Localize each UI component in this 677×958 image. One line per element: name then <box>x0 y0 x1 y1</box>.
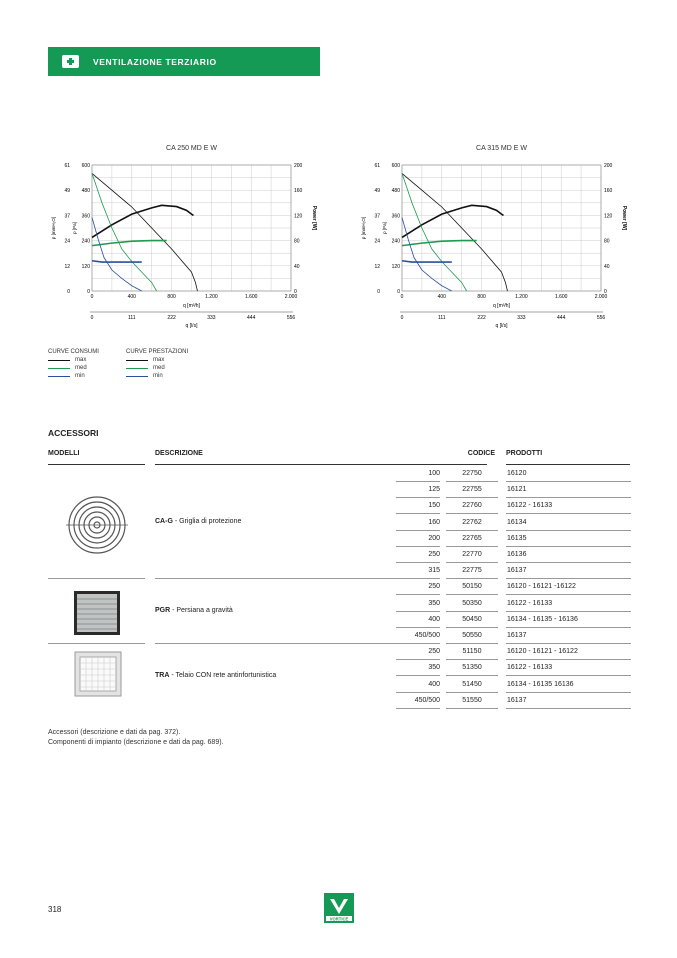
legend-label: max <box>75 357 87 363</box>
power-curve-min <box>92 261 142 262</box>
power-curve-max <box>92 205 193 237</box>
power-curve-med <box>402 241 477 246</box>
power-curve-max <box>402 205 503 237</box>
y-label-inner: p [Pa] <box>382 222 387 234</box>
y-tick-inner: 360 <box>391 213 400 220</box>
x-tick-ls: 0 <box>400 315 404 321</box>
legend-consumi-title: CURVE CONSUMI <box>48 349 99 355</box>
accessori-table <box>48 450 630 710</box>
y-tick-right: 200 <box>604 163 613 169</box>
legend-label: max <box>153 357 165 363</box>
x-tick-ls: 0 <box>90 315 94 321</box>
group-divider-desc <box>155 643 397 644</box>
group-divider-desc <box>155 578 397 579</box>
cell-code: 22765 <box>446 531 498 547</box>
notes <box>48 728 224 748</box>
chart-title: CA 250 MD E W <box>166 145 217 152</box>
cell-products: 16120 - 16121 -16122 <box>506 579 631 595</box>
cell-products: 16121 <box>506 482 631 498</box>
section-banner <box>48 47 320 76</box>
cell-size: 150 <box>396 498 440 514</box>
first-aid-icon <box>62 55 79 68</box>
x-tick-ls: 111 <box>127 315 136 321</box>
description-pgr <box>155 607 233 614</box>
y-label-outer: p [mmH₂O] <box>361 216 366 240</box>
cell-code: 50550 <box>446 628 498 644</box>
legend-prestazioni-med <box>126 364 206 372</box>
cell-code: 22755 <box>446 482 498 498</box>
x-tick-m3h: 0 <box>90 294 94 300</box>
power-curve-med <box>92 241 167 246</box>
y-tick-inner: 120 <box>81 263 90 270</box>
y-tick-outer: 24 <box>64 238 70 245</box>
header-modelli: MODELLI <box>48 450 145 465</box>
y-tick-right: 120 <box>604 213 613 220</box>
logo-text: VORTICE <box>329 916 349 922</box>
performance-curve-min <box>402 218 452 292</box>
cell-size: 450/500 <box>396 693 440 709</box>
cell-code: 50350 <box>446 596 498 612</box>
legend-prestazioni-title: CURVE PRESTAZIONI <box>126 349 189 355</box>
x-tick-ls: 444 <box>247 315 256 321</box>
x-tick-ls: 222 <box>167 315 176 321</box>
x-tick-ls: 333 <box>207 315 216 321</box>
x-tick-m3h: 1.600 <box>554 294 568 300</box>
y-tick-inner: 600 <box>391 163 400 169</box>
cell-code: 50150 <box>446 579 498 595</box>
cell-products: 16137 <box>506 693 631 709</box>
y-tick-outer: 61 <box>374 163 380 169</box>
cell-code: 51350 <box>446 660 498 676</box>
cell-products: 16135 <box>506 531 631 547</box>
y-tick-inner: 240 <box>391 238 400 245</box>
legend-prestazioni-max <box>126 356 206 364</box>
legend-prestazioni-min <box>126 372 206 380</box>
legend-consumi-min <box>48 372 128 380</box>
x-tick-ls: 222 <box>477 315 486 321</box>
performance-curve-max <box>402 173 507 291</box>
y-tick-right: 160 <box>294 188 303 195</box>
performance-curve-max <box>92 173 197 291</box>
cell-code: 51150 <box>446 644 498 660</box>
vortice-logo <box>324 893 354 923</box>
model-description: - Telaio CON rete antinfortunistica <box>169 671 277 679</box>
x-tick-m3h: 1.600 <box>244 294 258 300</box>
y-tick-outer: 37 <box>64 213 70 220</box>
y-tick-outer: 12 <box>64 263 70 270</box>
cell-size: 200 <box>396 531 440 547</box>
legend-label: min <box>153 373 163 379</box>
x-tick-ls: 556 <box>286 315 296 321</box>
header-prodotti: PRODOTTI <box>506 450 630 465</box>
y-tick-right: 0 <box>294 289 297 295</box>
y-tick-outer: 24 <box>374 238 380 245</box>
model-code: TRA <box>155 671 170 679</box>
frame-image <box>74 651 122 697</box>
legend-consumi-max <box>48 356 128 364</box>
y-tick-inner: 480 <box>391 188 400 195</box>
page-number: 318 <box>48 905 62 914</box>
x-tick-m3h: 0 <box>400 294 404 300</box>
cell-products: 16122 - 16133 <box>506 498 631 514</box>
legend-label: med <box>153 365 165 371</box>
x-tick-m3h: 400 <box>437 294 446 300</box>
y-tick-outer: 49 <box>374 188 380 195</box>
cell-products: 16122 - 16133 <box>506 660 631 676</box>
model-code: PGR <box>155 606 171 614</box>
cell-size: 315 <box>396 563 440 579</box>
y-tick-right: 200 <box>294 163 303 169</box>
y-tick-inner: 360 <box>81 213 90 220</box>
cell-code: 51450 <box>446 677 498 693</box>
y-tick-right: 120 <box>294 213 303 220</box>
x-tick-m3h: 2.000 <box>284 294 298 300</box>
cell-products: 16136 <box>506 547 631 563</box>
cell-size: 400 <box>396 677 440 693</box>
model-code: CA-G <box>155 517 173 525</box>
y-tick-right: 40 <box>294 263 300 270</box>
cell-size: 450/500 <box>396 628 440 644</box>
x-tick-m3h: 2.000 <box>594 294 608 300</box>
y-tick-outer: 12 <box>374 263 380 270</box>
cell-products: 16120 <box>506 466 631 482</box>
group-divider-models <box>48 578 145 579</box>
y-tick-outer: 0 <box>377 289 380 295</box>
y-tick-right: 80 <box>604 238 610 245</box>
y-tick-outer: 61 <box>64 163 70 169</box>
cell-code: 22770 <box>446 547 498 563</box>
model-description: - Griglia di protezione <box>172 517 242 525</box>
description-tra <box>155 672 276 679</box>
y-tick-right: 80 <box>294 238 300 245</box>
y-tick-right: 0 <box>604 289 607 295</box>
section-title: VENTILAZIONE TERZIARIO <box>93 56 217 67</box>
y-tick-outer: 0 <box>67 289 70 295</box>
cell-code: 22775 <box>446 563 498 579</box>
cell-code: 22750 <box>446 466 498 482</box>
louvre-image <box>73 590 121 636</box>
x-tick-m3h: 400 <box>127 294 136 300</box>
y-tick-inner: 0 <box>397 289 400 295</box>
grille-image <box>66 494 128 556</box>
x-tick-m3h: 1.200 <box>515 294 528 300</box>
chart-title: CA 315 MD E W <box>476 145 527 152</box>
y-tick-right: 40 <box>604 263 610 270</box>
x-label-m3h: q [m³/h] <box>183 303 200 309</box>
y-tick-inner: 240 <box>81 238 90 245</box>
cell-products: 16137 <box>506 628 631 644</box>
y-tick-inner: 120 <box>391 263 400 270</box>
y-label-inner: p [Pa] <box>72 222 77 234</box>
cell-products: 16137 <box>506 563 631 579</box>
y-tick-inner: 600 <box>81 163 90 169</box>
cell-size: 125 <box>396 482 440 498</box>
note-accessori: Accessori (descrizione e dati da pag. 372). <box>48 729 181 736</box>
x-tick-ls: 111 <box>437 315 446 321</box>
cell-products: 16122 - 16133 <box>506 596 631 612</box>
y-tick-outer: 49 <box>64 188 70 195</box>
y-tick-inner: 0 <box>87 289 90 295</box>
legend-consumi <box>48 348 128 380</box>
y-label-outer: p [mmH₂O] <box>51 216 56 240</box>
model-description: - Persiana a gravità <box>170 606 233 614</box>
performance-curve-min <box>92 218 142 292</box>
header-descrizione: DESCRIZIONE <box>155 450 487 465</box>
cell-products: 16120 - 16121 - 16122 <box>506 644 631 660</box>
x-label-ls: q [l/s] <box>185 323 198 329</box>
description-ca-g <box>155 518 241 525</box>
cell-size: 350 <box>396 660 440 676</box>
cell-code: 50450 <box>446 612 498 628</box>
cell-size: 250 <box>396 547 440 563</box>
y-tick-inner: 480 <box>81 188 90 195</box>
legend-prestazioni <box>126 348 206 380</box>
cell-code: 22762 <box>446 515 498 531</box>
cell-size: 250 <box>396 644 440 660</box>
power-curve-min <box>402 261 452 262</box>
cell-size: 400 <box>396 612 440 628</box>
x-tick-ls: 333 <box>517 315 526 321</box>
legend-label: med <box>75 365 87 371</box>
x-label-m3h: q [m³/h] <box>493 303 510 309</box>
legend-consumi-med <box>48 364 128 372</box>
legend-label: min <box>75 373 85 379</box>
y-label-right: Power [W] <box>621 205 627 231</box>
x-tick-m3h: 1.200 <box>205 294 218 300</box>
y-label-right: Power [W] <box>311 205 317 231</box>
cell-products: 16134 - 16135 - 16136 <box>506 612 631 628</box>
cell-products: 16134 - 16135 16136 <box>506 677 631 693</box>
y-tick-right: 160 <box>604 188 613 195</box>
x-tick-m3h: 800 <box>167 294 176 300</box>
cell-size: 250 <box>396 579 440 595</box>
x-tick-m3h: 800 <box>477 294 486 300</box>
note-componenti: Componenti di impianto (descrizione e dati da pag. 689). <box>48 739 224 746</box>
cell-size: 160 <box>396 515 440 531</box>
performance-charts <box>40 138 640 338</box>
cell-size: 100 <box>396 466 440 482</box>
cell-code: 51550 <box>446 693 498 709</box>
cell-products: 16134 <box>506 515 631 531</box>
group-divider-models <box>48 643 145 644</box>
x-tick-ls: 556 <box>596 315 606 321</box>
cell-size: 350 <box>396 596 440 612</box>
header-codice: CODICE <box>467 450 495 457</box>
accessori-title: ACCESSORI <box>48 428 99 438</box>
x-tick-ls: 444 <box>557 315 566 321</box>
x-label-ls: q [l/s] <box>495 323 508 329</box>
cell-code: 22760 <box>446 498 498 514</box>
y-tick-outer: 37 <box>374 213 380 220</box>
